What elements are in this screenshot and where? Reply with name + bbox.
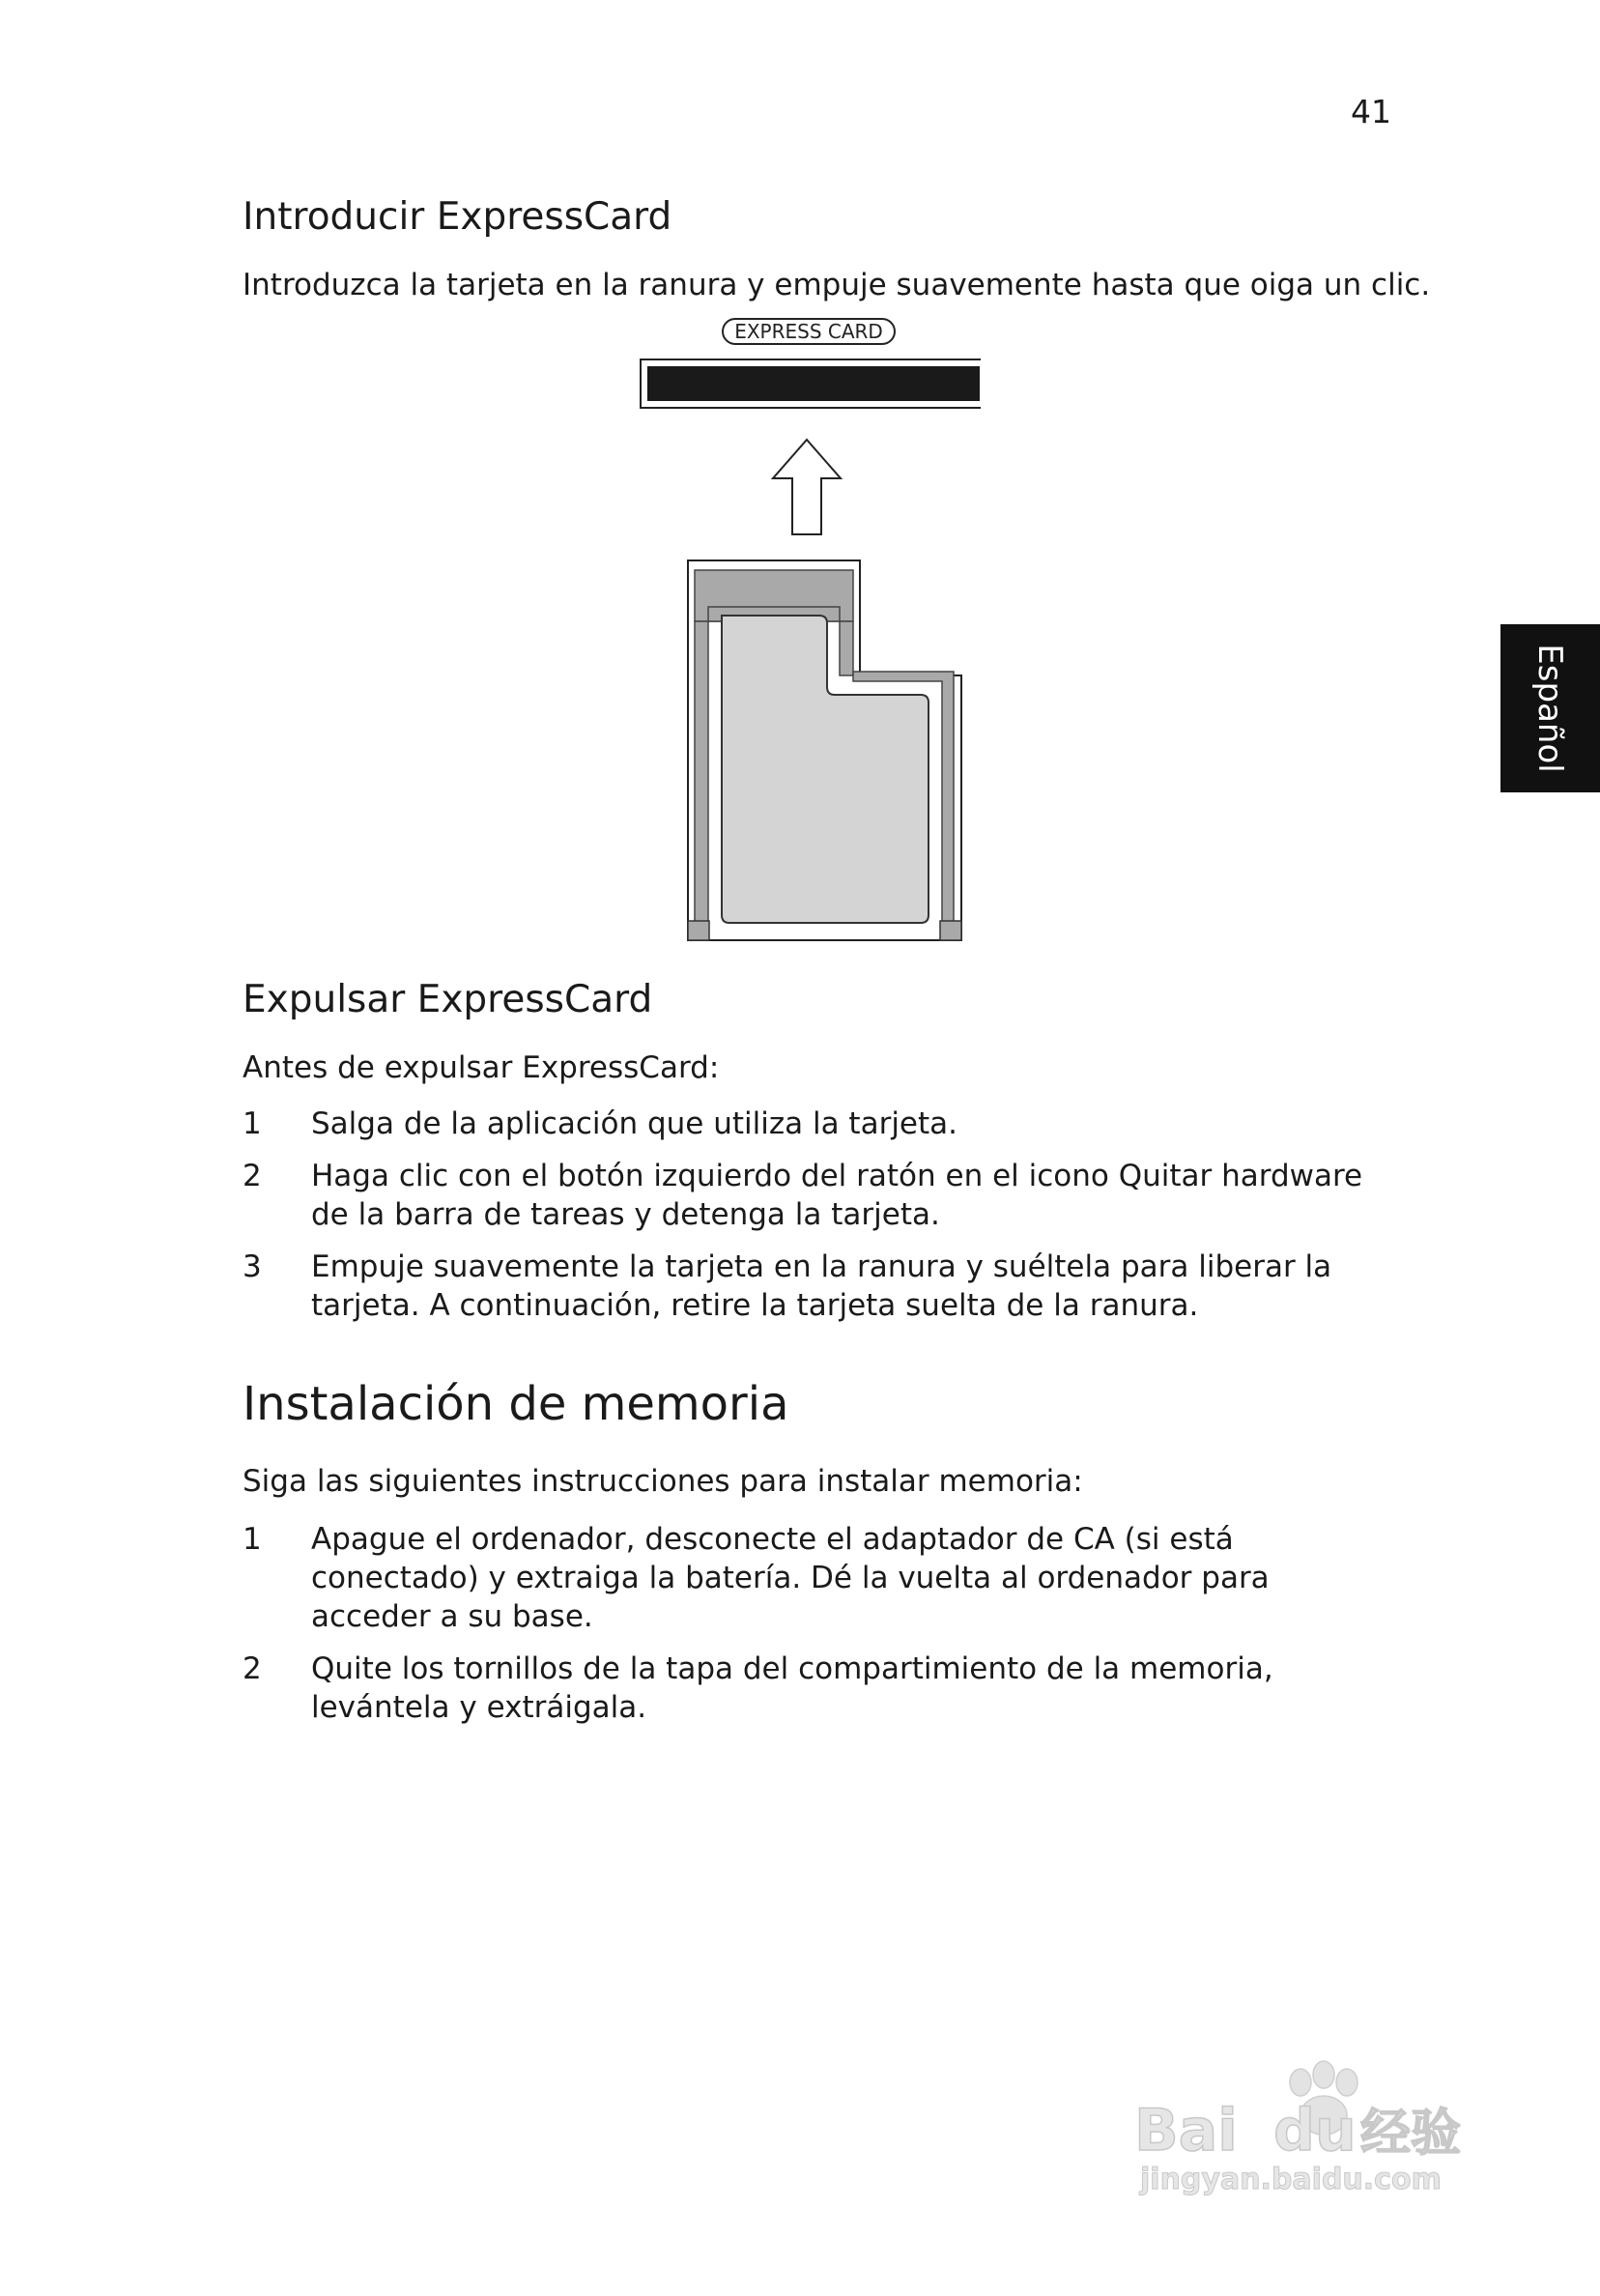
card-slot: [641, 359, 981, 408]
memory-step: [243, 1520, 1392, 1636]
step-number: 2: [243, 1651, 262, 1686]
step-number: 2: [243, 1159, 262, 1193]
step-text: Apague el ordenador, desconecte el adaptador de CA (si está conectado) y extraiga la batería. Dé la vuelta al ordenador para acceder a su base.: [311, 1522, 1270, 1634]
insert-heading: Introducir ExpressCard: [243, 195, 672, 239]
watermark-brand-a: Bai: [1134, 2097, 1238, 2165]
expresscard-card: [688, 560, 961, 940]
step-text: Quite los tornillos de la tapa del compartimiento de la memoria, levántela y extráigala.: [311, 1651, 1273, 1725]
baidu-watermark: [1130, 2053, 1507, 2198]
watermark-brand-b: du: [1273, 2097, 1357, 2165]
eject-steps: [243, 1105, 1392, 1338]
eject-intro: Antes de expulsar ExpressCard:: [243, 1050, 720, 1085]
insert-arrow-icon: [773, 440, 841, 534]
express-card-label: [723, 319, 895, 344]
express-card-label-text: EXPRESS CARD: [734, 320, 883, 343]
eject-heading: Expulsar ExpressCard: [243, 978, 653, 1021]
watermark-url: jingyan.baidu.com: [1140, 2163, 1442, 2196]
memory-intro: Siga las siguientes instrucciones para instalar memoria:: [243, 1464, 1083, 1499]
language-tab-label: Español: [1530, 644, 1569, 773]
step-number: 1: [243, 1106, 262, 1141]
step-number: 1: [243, 1522, 262, 1557]
step-number: 3: [243, 1249, 262, 1284]
memory-steps: [243, 1520, 1392, 1740]
eject-step: [243, 1157, 1392, 1234]
insert-text: Introduzca la tarjeta en la ranura y empuje suavemente hasta que oiga un clic.: [243, 268, 1431, 302]
memory-heading: Instalación de memoria: [243, 1377, 789, 1431]
memory-step: [243, 1650, 1392, 1727]
language-tab: [1500, 624, 1600, 792]
eject-step: [243, 1105, 1392, 1143]
step-text: Salga de la aplicación que utiliza la tarjeta.: [311, 1106, 958, 1141]
eject-step: [243, 1248, 1392, 1325]
step-text: Haga clic con el botón izquierdo del ratón en el icono Quitar hardware de la barra de tareas y detenga la tarjeta.: [311, 1159, 1363, 1232]
step-text: Empuje suavemente la tarjeta en la ranura y suéltela para liberar la tarjeta. A continuación, retire la tarjeta suelta de la ranura.: [311, 1249, 1332, 1323]
expresscard-insert-figure: [633, 314, 981, 952]
page-number: 41: [1351, 93, 1391, 130]
watermark-brand-cn: 经验: [1360, 2105, 1462, 2163]
